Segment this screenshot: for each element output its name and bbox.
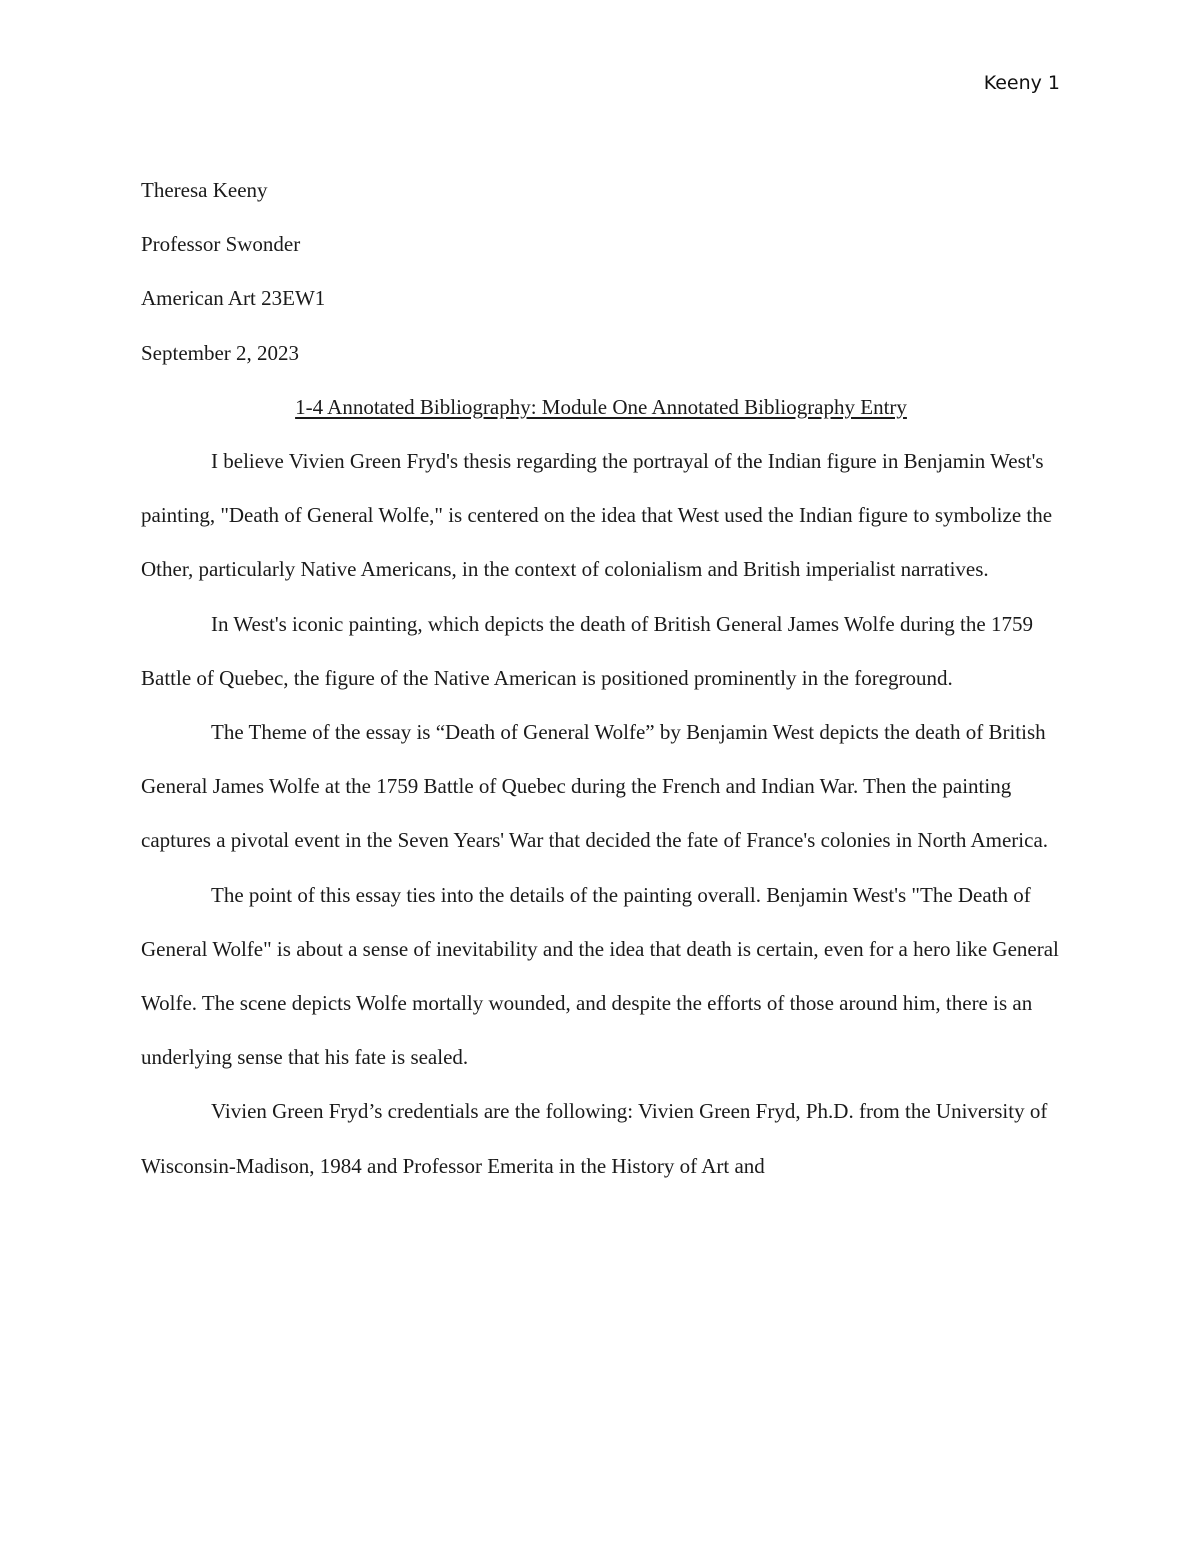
paragraph-thesis: I believe Vivien Green Fryd's thesis regarding the portrayal of the Indian figure in Benjamin West's painting, "Death of General Wolfe," is centered on the idea that West used the Indian figure to symbolize the Other, particularly Native Americans, in the context of colonialism and British imperialist narratives.: [141, 449, 1053, 582]
course-name: American Art 23EW1: [141, 286, 326, 311]
document-title: 1-4 Annotated Bibliography: Module One Annotated Bibliography Entry: [295, 394, 907, 419]
document-body: [141, 163, 1061, 1193]
running-head: Keeny 1: [983, 72, 1060, 94]
paragraph-point: The point of this essay ties into the details of the painting overall. Benjamin West's "The Death of General Wolfe" is about a sense of inevitability and the idea that death is certain, even for a hero like General Wolfe. The scene depicts Wolfe mortally wounded, and despite the efforts of those around him, there is an underlying sense that his fate is sealed.: [141, 882, 1059, 1070]
student-name: Theresa Keeny: [141, 178, 268, 202]
paragraph-painting-description: In West's iconic painting, which depicts the death of British General James Wolfe during the 1759 Battle of Quebec, the figure of the Native American is positioned prominently in the foreground.: [141, 611, 1033, 690]
professor-name: Professor Swonder: [141, 232, 301, 257]
paragraph-theme: The Theme of the essay is “Death of General Wolfe” by Benjamin West depicts the death of British General James Wolfe at the 1759 Battle of Quebec during the French and Indian War. Then the painting captures a pivotal event in the Seven Years' War that decided the fate of France's colonies in North America.: [141, 720, 1049, 853]
date: September 2, 2023: [141, 340, 300, 365]
paragraph-credentials: Vivien Green Fryd’s credentials are the following: Vivien Green Fryd, Ph.D. from the University of Wisconsin-Madison, 1984 and Professor Emerita in the History of Art and: [141, 1099, 1048, 1178]
